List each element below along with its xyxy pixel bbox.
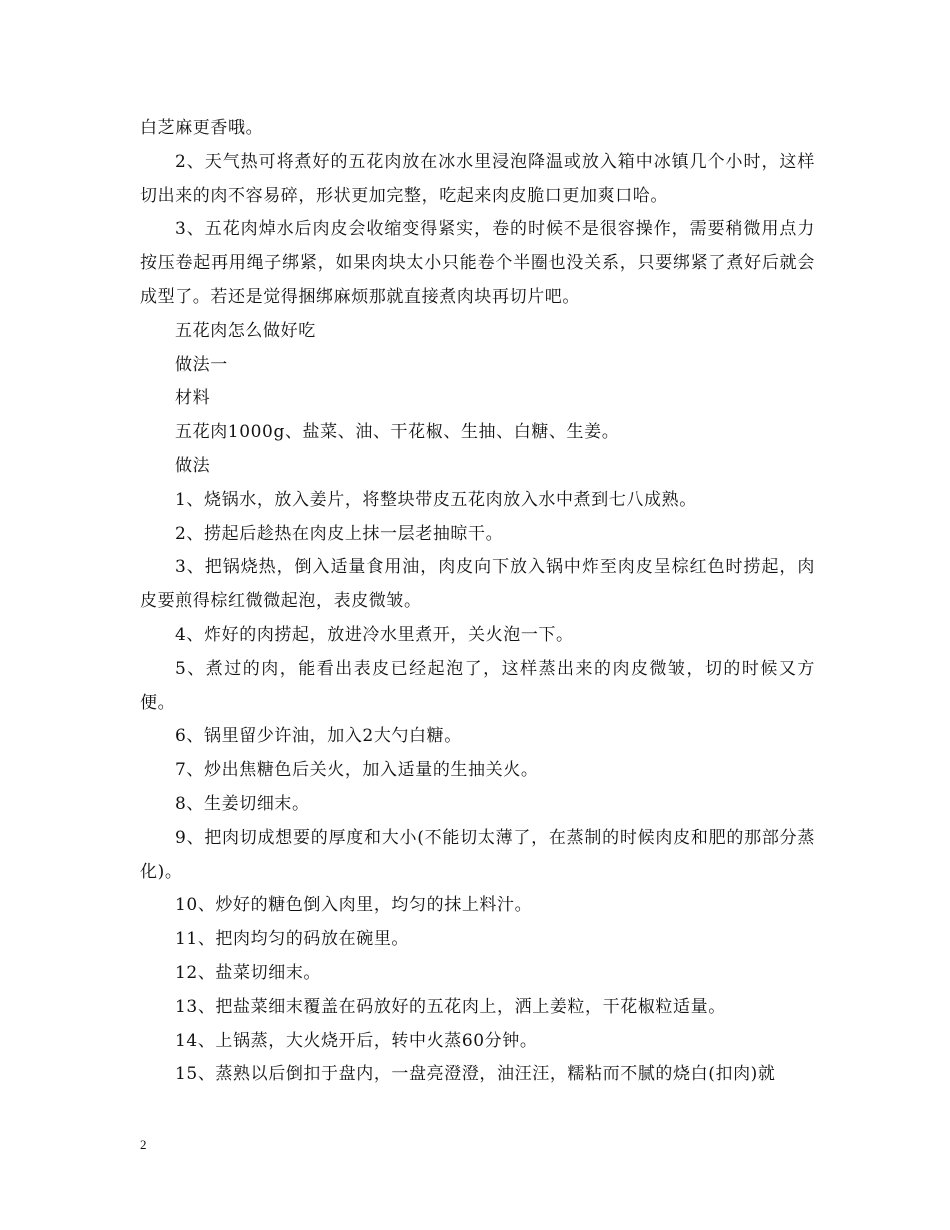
step-item: 8、生姜切细末。 — [175, 793, 310, 814]
step-item: 14、上锅蒸，大火烧开后，转中火蒸60分钟。 — [175, 1030, 538, 1051]
step-item: 3、把锅烧热，倒入适量食用油，肉皮向下放入锅中炸至肉皮呈棕红色时捞起，肉皮要煎得棕红微微起泡，表皮微皱。 — [140, 557, 815, 612]
paragraph: 2、天气热可将煮好的五花肉放在冰水里浸泡降温或放入箱中冰镇几个小时，这样切出来的肉不容易碎，形状更加完整，吃起来肉皮脆口更加爽口哈。 — [140, 151, 815, 206]
step-item: 15、蒸熟以后倒扣于盘内，一盘亮澄澄，油汪汪，糯粘而不腻的烧白(扣肉)就 — [175, 1064, 776, 1085]
step-item: 2、捞起后趁热在肉皮上抹一层老抽晾干。 — [175, 523, 504, 544]
method-heading: 做法 — [175, 455, 211, 476]
step-item: 7、炒出焦糖色后关火，加入适量的生抽关火。 — [175, 760, 539, 781]
subsection-title: 做法一 — [175, 354, 228, 375]
step-item: 4、炸好的肉捞起，放进冷水里煮开，关火泡一下。 — [175, 624, 574, 645]
step-item: 9、把肉切成想要的厚度和大小(不能切太薄了，在蒸制的时候肉皮和肥的那部分蒸化)。 — [140, 827, 815, 882]
step-item: 13、把盐菜细末覆盖在码放好的五花肉上，洒上姜粒，干花椒粒适量。 — [175, 996, 726, 1017]
step-item: 12、盐菜切细末。 — [175, 962, 322, 983]
document-body — [140, 112, 815, 1092]
paragraph: 3、五花肉焯水后肉皮会收缩变得紧实，卷的时候不是很容操作，需要稍微用点力按压卷起再用绳子绑紧，如果肉块太小只能卷个半圈也没关系，只要绑紧了煮好后就会成型了。若还是觉得捆绑麻烦那就直接煮肉块再切片吧。 — [140, 219, 815, 307]
materials-list: 五花肉1000g、盐菜、油、干花椒、生抽、白糖、生姜。 — [175, 422, 620, 443]
step-item: 5、煮过的肉，能看出表皮已经起泡了，这样蒸出来的肉皮微皱，切的时候又方便。 — [140, 658, 815, 713]
step-item: 11、把肉均匀的码放在碗里。 — [175, 929, 410, 950]
paragraph: 白芝麻更香哦。 — [140, 118, 264, 138]
step-item: 1、烧锅水，放入姜片，将整块带皮五花肉放入水中煮到七八成熟。 — [175, 489, 697, 510]
step-item: 6、锅里留少许油，加入2大勺白糖。 — [175, 726, 462, 747]
step-item: 10、炒好的糖色倒入肉里，均匀的抹上料汁。 — [175, 895, 533, 916]
materials-heading: 材料 — [175, 388, 211, 409]
page-number: 2 — [140, 1137, 147, 1152]
section-title: 五花肉怎么做好吃 — [175, 320, 316, 341]
